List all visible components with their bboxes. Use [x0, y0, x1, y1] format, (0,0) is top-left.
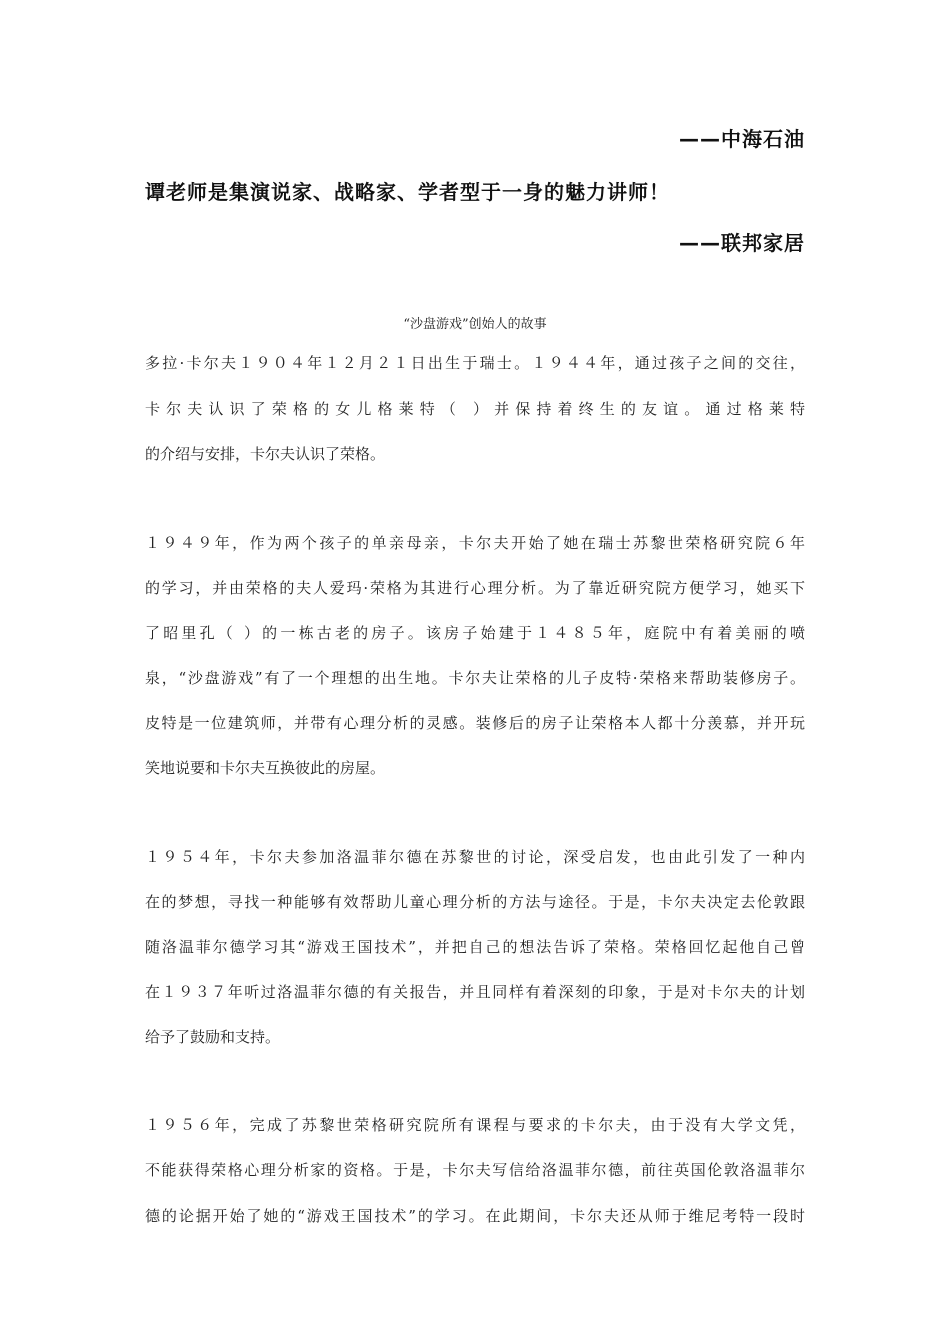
paragraph-line: 泉，“沙盘游戏”有了一个理想的出生地。卡尔夫让荣格的儿子皮特·荣格来帮助装修房子。: [145, 669, 805, 687]
paragraph-line: 德的论据开始了她的“游戏王国技术”的学习。在此期间，卡尔夫还从师于维尼考特一段时: [145, 1207, 805, 1225]
paragraph-line: 随洛温菲尔德学习其“游戏王国技术”，并把自己的想法告诉了荣格。荣格回忆起他自己曾: [145, 938, 805, 956]
paragraph-line: 了昭里孔（ ）的一栋古老的房子。该房子始建于１４８５年，庭院中有着美丽的喷: [145, 624, 805, 642]
paragraph-line: 在１９３７年听过洛温菲尔德的有关报告，并且同样有着深刻的印象，于是对卡尔夫的计划: [145, 983, 805, 1001]
paragraph-line: 多拉·卡尔夫１９０４年１２月２１日出生于瑞士。１９４４年，通过孩子之间的交往，: [145, 354, 805, 372]
testimonial-source-2: ——联邦家居: [679, 231, 805, 255]
testimonial-quote-2: 谭老师是集演说家、战略家、学者型于一身的魅力讲师！: [145, 180, 670, 204]
paragraph-line: １９５４年，卡尔夫参加洛温菲尔德在苏黎世的讨论，深受启发，也由此引发了一种内: [145, 848, 805, 866]
testimonial-source-1: ——中海石油: [679, 127, 805, 151]
article-title: “沙盘游戏”创始人的故事: [403, 317, 547, 332]
paragraph-line: 不能获得荣格心理分析家的资格。于是，卡尔夫写信给洛温菲尔德，前往英国伦敦洛温菲尔: [145, 1161, 805, 1179]
paragraph-line: 卡尔夫认识了荣格的女儿格莱特（ ）并保持着终生的友谊。通过格莱特: [145, 400, 805, 418]
paragraph-line: 的介绍与安排，卡尔夫认识了荣格。: [145, 445, 386, 463]
paragraph-line: 给予了鼓励和支持。: [145, 1028, 281, 1046]
paragraph-line: 笑地说要和卡尔夫互换彼此的房屋。: [145, 759, 386, 777]
paragraph-line: １９４９年，作为两个孩子的单亲母亲，卡尔夫开始了她在瑞士苏黎世荣格研究院６年: [145, 534, 805, 552]
paragraph-line: 在的梦想，寻找一种能够有效帮助儿童心理分析的方法与途径。于是，卡尔夫决定去伦敦跟: [145, 893, 805, 911]
paragraph-line: 皮特是一位建筑师，并带有心理分析的灵感。装修后的房子让荣格本人都十分羡慕，并开玩: [145, 714, 805, 732]
paragraph-line: 的学习，并由荣格的夫人爱玛·荣格为其进行心理分析。为了靠近研究院方便学习，她买下: [145, 579, 805, 597]
paragraph-line: １９５６年，完成了苏黎世荣格研究院所有课程与要求的卡尔夫，由于没有大学文凭，: [145, 1116, 805, 1134]
